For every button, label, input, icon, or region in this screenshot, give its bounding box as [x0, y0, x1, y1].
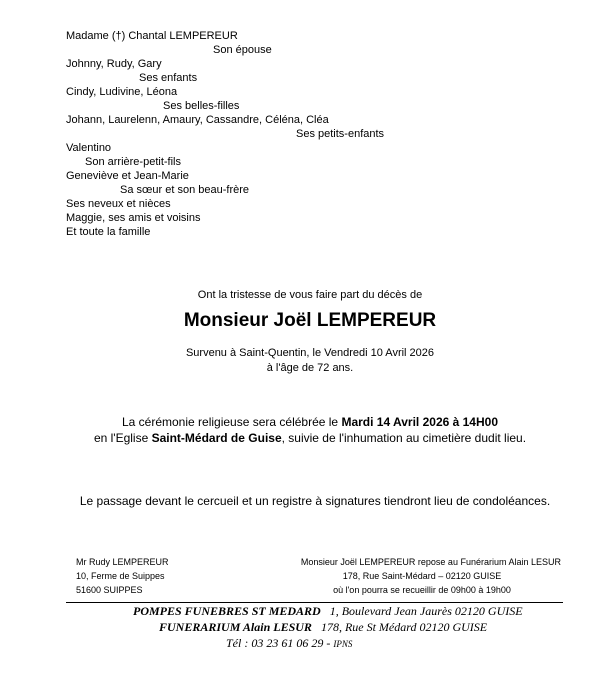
footer-phone	[226, 636, 352, 651]
contact-city: 51600 SUIPPES	[76, 585, 143, 595]
family-relation: Ses petits-enfants	[296, 128, 385, 140]
footer-pompes-funebres	[133, 604, 523, 618]
funeral-home-line-3: où l'on pourra se recueillir de 09h00 à 19h00	[333, 585, 511, 595]
family-relation: Son épouse	[213, 44, 272, 56]
announcement-intro: Ont la tristesse de vous faire part du décès de	[197, 289, 423, 301]
footer-divider	[66, 602, 563, 603]
contact-street: 10, Ferme de Suippes	[76, 571, 165, 581]
family-relation: Ses belles-filles	[163, 100, 240, 112]
pompes-funebres-address: 1, Boulevard Jean Jaurès 02120 GUISE	[329, 604, 523, 618]
family-member-grandchildren: Johann, Laurelenn, Amaury, Cassandre, Céléna, Cléa	[66, 114, 329, 126]
family-member-nephews: Ses neveux et nièces	[66, 198, 171, 210]
funeral-home-line-1: Monsieur Joël LEMPEREUR repose au Funérarium Alain LESUR	[300, 557, 561, 567]
family-member-great-grandchild: Valentino	[66, 142, 112, 154]
funerarium-address: 178, Rue St Médard 02120 GUISE	[320, 620, 488, 634]
funeral-home-line-2: 178, Rue Saint-Médard – 02120 GUISE	[342, 571, 502, 581]
family-relation: Son arrière-petit-fils	[85, 156, 181, 168]
family-member-friends: Maggie, ses amis et voisins	[66, 212, 201, 224]
family-member-all: Et toute la famille	[66, 226, 151, 238]
deceased-name: Monsieur Joël LEMPEREUR	[183, 310, 437, 331]
death-details: Survenu à Saint-Quentin, le Vendredi 10 Avril 2026	[185, 347, 435, 359]
ceremony-text: La cérémonie religieuse sera célébrée le	[121, 415, 342, 429]
contact-name: Mr Rudy LEMPEREUR	[76, 557, 169, 567]
family-member-siblings: Geneviève et Jean-Marie	[66, 170, 189, 182]
ipns-mark: IPNS	[333, 639, 353, 649]
pompes-funebres-name: POMPES FUNEBRES ST MEDARD	[133, 604, 321, 618]
age-details: à l'âge de 72 ans.	[266, 362, 354, 374]
family-relation: Ses enfants	[139, 72, 198, 84]
condolences-note: Le passage devant le cercueil et un registre à signatures tiendront lieu de condoléances.	[79, 494, 551, 508]
footer-funerarium	[159, 620, 487, 634]
funerarium-name: FUNERARIUM Alain LESUR	[159, 620, 312, 634]
ceremony-line-1	[0, 415, 613, 429]
phone-number: Tél : 03 23 61 06 29 -	[226, 636, 331, 650]
ceremony-text: en l'Eglise	[93, 431, 152, 445]
family-member-daughters-in-law: Cindy, Ludivine, Léona	[66, 86, 178, 98]
church-name: Saint-Médard de Guise	[151, 431, 282, 445]
ceremony-text: , suivie de l'inhumation au cimetière dudit lieu.	[281, 431, 527, 445]
ceremony-datetime: Mardi 14 Avril 2026 à 14H00	[341, 415, 498, 429]
family-member-children: Johnny, Rudy, Gary	[66, 58, 162, 70]
family-member-spouse: Madame (†) Chantal LEMPEREUR	[66, 30, 238, 42]
ceremony-line-2	[0, 431, 613, 445]
family-relation: Sa sœur et son beau-frère	[120, 184, 250, 196]
